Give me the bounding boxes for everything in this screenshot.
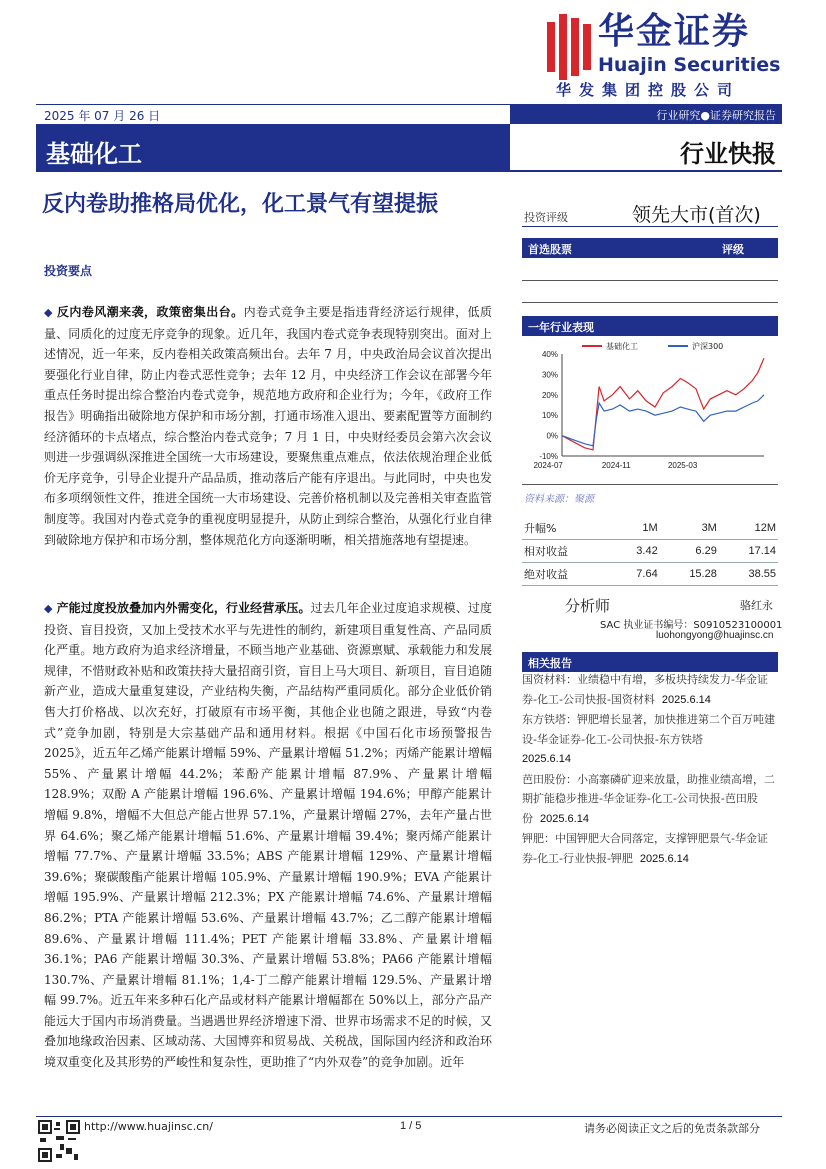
x-tick-label: 2025-03 (667, 461, 698, 470)
related-report-date: 2025.6.14 (522, 753, 571, 765)
footer-divider (36, 1116, 782, 1117)
related-report-date: 2025.6.14 (540, 812, 589, 825)
sector-name: 基础化工 (46, 140, 142, 168)
table-cell: 3.42 (636, 545, 658, 557)
bullet-2-heading: 产能过度投放叠加内外需变化，行业经营承压。 (56, 601, 311, 615)
related-reports-list (522, 670, 778, 869)
rating-divider (522, 226, 778, 227)
sector-band (36, 124, 510, 172)
table-cell: 17.14 (748, 545, 776, 557)
table-header-cell: 12M (754, 522, 776, 534)
table-header-row (522, 517, 778, 540)
stock-header-bar (522, 238, 778, 258)
table-header-cell: 1M (642, 522, 658, 534)
table-header-cell: 3M (701, 522, 717, 534)
related-title: 相关报告 (528, 657, 572, 670)
table-row (522, 563, 778, 586)
y-tick-label: -10% (539, 452, 558, 461)
huajin-logo-icon (547, 14, 591, 80)
x-tick-label: 2024-07 (533, 461, 563, 470)
table-cell: 绝对收益 (524, 568, 568, 581)
page-number: 1 / 5 (400, 1120, 422, 1132)
section-title: 投资要点 (44, 264, 93, 278)
y-tick-label: 0% (546, 431, 558, 441)
qr-code-icon (38, 1120, 80, 1162)
analyst-cert: SAC 执业证书编号：S0910523100001 (600, 620, 783, 631)
perf-header-bar (522, 316, 778, 336)
related-report-date: 2025.6.14 (661, 693, 711, 706)
industry-performance-chart (522, 340, 778, 476)
related-report-date: 2025.6.14 (639, 852, 689, 865)
related-report-item[interactable] (522, 829, 778, 869)
report-type-band (510, 124, 782, 172)
table-header-cell: 升幅% (524, 522, 557, 535)
footer-disclaimer: 请务必阅读正文之后的免责条款部分 (584, 1122, 760, 1135)
analyst-email-link[interactable]: luohongyong@huajinsc.cn (656, 630, 774, 641)
report-type: 行业快报 (680, 140, 776, 168)
rating-label: 投资评级 (524, 211, 568, 224)
bullet-1-body: 内卷式竞争主要是指违背经济运行规律，低质量、同质化的过度无序竞争的现象。近几年，我国内卷式竞争表现特别突出。面对上述情况，近一年来，反内卷相关政策高频出台。去年 7 月，中央政治局会议首次提出要强化行业自律，防止内卷式恶性竞争；去年 12 月，中央经济工作会议在部署今年重点任务时提出综合整治内卷式竞争，规范地方政府和企业行为；今年，《政府工作报告》明确指出破除地方保护和市场分割，打通市场准入退出、要素配置等方面制约经济循环的卡点堵点，综合整治内卷式竞争；7 月 1 日，中央财经委员会第六次会议则进一步强调纵深推进全国统一大市场建设，要聚焦重点难点，依法依规治理企业低价无序竞争，引导企业提升产品品质，推动落后产能有序退出。与此同时，中央也发布多项纲领性文件，推进全国统一大市场建设、完善价格机制以及完善相关审查监管制度等。我国对内卷式竞争的重视度明显提升，从防止到综合整治，从强化行业自律到破除地方保护和市场分割，整体规范化方向逐渐明晰，相关措施落地有望提速。 (44, 305, 492, 547)
related-report-item[interactable] (522, 670, 778, 710)
performance-table (522, 517, 778, 586)
related-report-text: 国资材料：业绩稳中有增，多板块持续发力-华金证券-化工-公司快报-国资材料 (522, 673, 768, 706)
table-cell: 38.55 (748, 568, 776, 580)
tags-band (510, 104, 782, 124)
bullet-paragraph-1 (44, 302, 492, 550)
series-line-1 (562, 358, 764, 450)
stock-row-divider (522, 280, 778, 281)
report-tags: 行业研究●证券研究报告 (656, 109, 776, 122)
legend-label: 沪深300 (692, 342, 724, 351)
report-title: 反内卷助推格局优化，化工景气有望提振 (42, 192, 439, 217)
diamond-bullet-icon: ◆ (44, 306, 53, 319)
company-group: 华发集团控股公司 (556, 81, 741, 99)
series-line-2 (562, 395, 764, 446)
table-row (522, 540, 778, 563)
date-band (36, 104, 510, 125)
related-report-text: 钾肥：中国钾肥大合同落定，支撑钾肥景气-华金证券-化工-行业快报-钾肥 (522, 832, 768, 865)
related-header-bar (522, 652, 778, 672)
related-report-item[interactable] (522, 710, 778, 770)
y-tick-label: 30% (541, 370, 558, 380)
company-name-cn: 华金证券 (598, 11, 751, 52)
diamond-bullet-icon: ◆ (44, 602, 53, 615)
related-report-item[interactable] (522, 770, 778, 830)
report-date: 2025 年 07 月 26 日 (44, 109, 161, 123)
legend-label: 基础化工 (606, 342, 638, 351)
y-tick-label: 40% (541, 350, 558, 359)
analyst-name: 骆红永 (740, 599, 773, 612)
table-cell: 6.29 (695, 545, 717, 557)
chart-source: 资料来源：聚源 (524, 494, 594, 505)
related-report-text: 芭田股份：小高寨磷矿迎来放量，助推业绩高增，二期扩能稳步推进-华金证券-化工-公司快报-芭田股份 (522, 772, 775, 825)
table-cell: 15.28 (689, 568, 717, 580)
chart-divider (522, 484, 778, 485)
bullet-2-body: 过去几年企业过度追求规模、过度投资、盲目投资，又加上受技术水平与先进性的制约，新建项目重复性高、产品同质化严重。地方政府为追求经济增量，不顾当地产业基础、资源禀赋、承载能力和发展规律，不惜财政补贴和政策扶持大量招商引资，盲目上马大项目、新项目，盲目追随新产业，造成大量重复建设，产业结构失衡，产品结构严重同质化。部分企业低价销售大打价格战、以次充好，打破原有市场平衡，其他企业也随之跟进，导致“内卷式”竞争加剧，特别是大宗基础产品和通用材料。根据《中国石化市场预警报告 2025》，近五年乙烯产能累计增幅 59%、产量累计增幅 51.2%；丙烯产能累计增幅 55%、产量累计增幅 44.2%；苯酚产能累计增幅 87.9%、产量累计增幅 128.9%；双酚 A 产能累计增幅 196.6%、产量累计增幅 194.6%；甲醇产能累计增幅 9.8%，增幅不大但总产能占世界 57.1%，产量累计增幅 27%，去年产量占世界 64.6%；聚乙烯产能累计增幅 51.6%、产量累计增幅 39.4%；聚丙烯产能累计增幅 77.7%、产量累计增幅 33.5%；ABS 产能累计增幅 129%、产量累计增幅 39.6%；聚碳酸酯产能累计增幅 105.9%、产量累计增幅 190.9%；EVA 产能累计增幅 195.9%、产量累计增幅 212.3%；PX 产能累计增幅 74.6%、产量累计增幅 86.2%；PTA 产能累计增幅 53.6%、产量累计增幅 43.7%；乙二醇产能累计增幅 89.6%、产量累计增幅 111.4%；PET 产能累计增幅 33.8%、产量累计增幅 36.1%；PA6 产能累计增幅 30.3%、产量累计增幅 53.8%；PA66 产能累计增幅 130.7%、产量累计增幅 81.1%；1,4-丁二醇产能累计增幅 129.5%、产量累计增幅 99.7%。近五年来多种石化产品或材料产能累计增幅都在 50%以上，部分产品产能远大于国内市场消费量。当遇遇世界经济增速下滑、世界市场需求不足的时候，又叠加地缘政治因素、区域动荡、大国博弈和贸易战、关税战，国际国内经济和政治环境双重变化及其形势的严峻性和复杂性，更助推了“内外双卷”的竞争加剧。近年 (44, 601, 492, 1070)
table-cell: 7.64 (636, 568, 658, 580)
company-name-en: Huajin Securities (598, 54, 781, 76)
related-report-text: 东方铁塔：钾肥增长显著，加快推进第二个百万吨建设-华金证券-化工-公司快报-东方铁塔 (522, 713, 775, 746)
bullet-paragraph-2 (44, 598, 492, 1073)
stock-header: 首选股票 (528, 243, 572, 256)
table-cell: 相对收益 (524, 545, 568, 558)
bullet-1-heading: 反内卷风潮来袭，政策密集出台。 (56, 305, 244, 319)
footer-url-link[interactable]: http://www.huajinsc.cn/ (84, 1120, 213, 1133)
y-tick-label: 20% (541, 390, 558, 400)
y-tick-label: 10% (541, 411, 558, 421)
rating-value: 领先大市(首次) (632, 204, 761, 226)
analyst-title: 分析师 (565, 597, 611, 615)
x-tick-label: 2024-11 (601, 461, 631, 470)
perf-title: 一年行业表现 (528, 321, 594, 334)
stock-rating-header: 评级 (722, 243, 744, 256)
stock-row-divider (522, 302, 778, 303)
